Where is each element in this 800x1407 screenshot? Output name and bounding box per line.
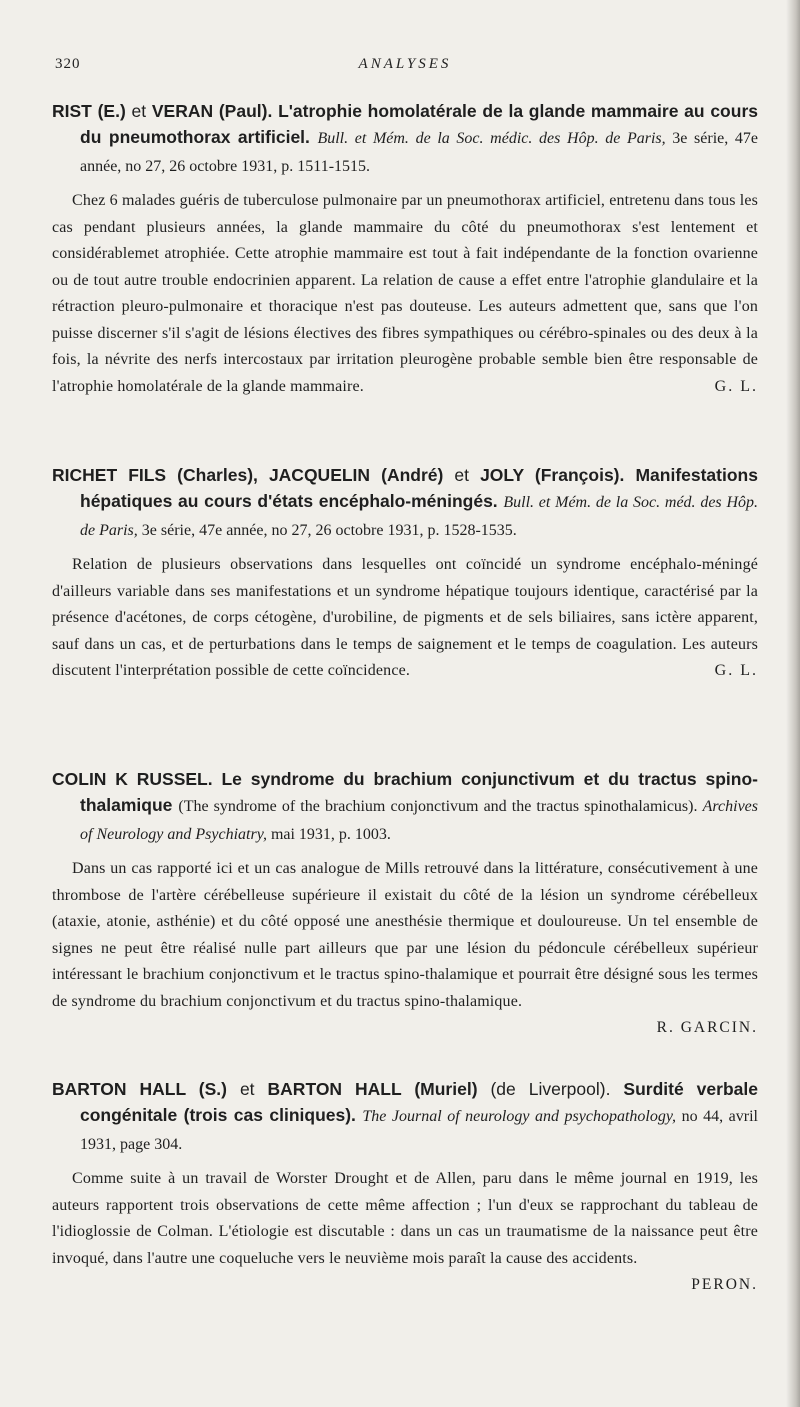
page-number: 320 (55, 56, 81, 72)
citation-details: 3e série, 47e année, no 27, 26 octobre 1931, p. 1511-1515. (80, 130, 759, 175)
journal-name: Bull. et Mém. de la Soc. médic. des Hôp. de Paris, (317, 130, 666, 147)
abstract-text: Dans un cas rapporté ici et un cas analogue de Mills retrouvé dans la littérature, consécutivement à une thrombose de l'artère cérébelleuse supérieure il existait du côté de la lésion un syndrome cérébelleux (ataxie, atonie, asthénie) et du côté opposé une anesthésie thermique et douloureuse. Un tel ensemble de signes ne peut être réalisé nulle part ailleurs que par une lésion du pédoncule cérébelleux supérieur intéressant le brachium conjonctivum et le tractus spino-thalamique et pourrait être désigné sous les termes de syndrome du brachium conjonctivum et du tractus spino-thalamique. (52, 860, 758, 1010)
entry-heading (52, 462, 758, 544)
page-edge-shadow (786, 0, 800, 1407)
abstract-text: Relation de plusieurs observations dans lesquelles ont coïncidé un syndrome encéphalo-méningé d'ailleurs variable dans ses manifestations et un syndrome hépatique toujours identique, caractérisé par la présence d'acétones, de corps cétogène, d'urobiline, de pigments et de sels biliaires, sans ictère apparent, sauf dans un cas, et de perturbations dans le temps de saignement et le temps de coagulation. Les auteurs discutent l'interprétation possible de cette coïncidence. G. L. (52, 552, 758, 685)
reviewer-signature: PERON. (691, 1276, 758, 1293)
journal-name: Archives of Neurology and Psychiatry, (80, 798, 758, 843)
abstract-text: Chez 6 malades guéris de tuberculose pulmonaire par un pneumothorax artificiel, entretenu dans tous les cas pendant plusieurs années, la glande mammaire du côté du pneumothorax s'est lentement et considérablemet atrophiée. Cette atrophie mammaire est tout à fait indépendante de la fonction ovarienne ou de tout autre trouble endocrinien apparent. La relation de cause a effet entre l'atrophie glandulaire et la rétraction pleuro-pulmonaire et thoracique n'est pas douteuse. Les auteurs admettent que, sans que l'on puisse discerner s'il s'agit de lésions électives des fibres sympathiques ou cérébro-spinales ou des deux à la fois, la névrite des nerfs intercostaux par irritation pleurogène probable semble bien être responsable de l'atrophie homolatérale de la glande mammaire. G. L. (52, 188, 758, 400)
abstract-text: Comme suite à un travail de Worster Drought et de Allen, paru dans le même journal en 1919, les auteurs rapportent trois observations de cette même affection ; l'un d'eux se rapprochant du tableau de l'idioglossie de Colman. L'étiologie est discutable : dans un cas un traumatisme de la naissance peut être invoqué, dans l'autre une coqueluche vers le neuvième mois paraît la cause des accidents. (52, 1170, 758, 1267)
article-title: Le syndrome du brachium conjunctivum et du tractus spino-thalamique (80, 769, 758, 815)
entry-heading (52, 98, 758, 180)
entry-richet-jacquelin-joly (52, 462, 758, 685)
entry-heading (52, 766, 758, 848)
authors-second: BARTON HALL (Muriel) (267, 1079, 478, 1099)
citation-details: mai 1931, p. 1003. (270, 826, 391, 843)
article-title: L'atrophie homolatérale de la glande mammaire au cours du pneumothorax artificiel. (80, 101, 758, 147)
reviewer-signature: R. GARCIN. (656, 1019, 758, 1036)
journal-name: Bull. et Mém. de la Soc. méd. des Hôp. de Paris, (80, 494, 758, 539)
entry-colin-k-russel (52, 766, 758, 1041)
reviewer-signature: G. L. (714, 662, 758, 679)
running-head (55, 56, 755, 80)
authors-first: BARTON HALL (S.) (52, 1079, 227, 1099)
authors-connector: et (454, 465, 470, 485)
article-title: Manifestations hépatiques au cours d'états encéphalo-méningés. (80, 465, 758, 511)
authors-connector: et (131, 101, 147, 121)
citation-details: 3e série, 47e année, no 27, 26 octobre 1931, p. 1528-1535. (141, 522, 517, 539)
reviewer-signature: G. L. (714, 377, 758, 395)
journal-name: The Journal of neurology and psychopathology, (362, 1108, 677, 1125)
entry-barton-hall (52, 1076, 758, 1298)
citation-details: no 44, avril 1931, page 304. (80, 1108, 758, 1153)
authors-first: RICHET FILS (Charles), JACQUELIN (André) (52, 465, 444, 485)
authors-second: JOLY (François). (480, 465, 625, 485)
authors-connector: et (239, 1079, 255, 1099)
authors-first: COLIN K RUSSEL. (52, 769, 213, 789)
article-title: Surdité verbale congénitale (trois cas cliniques). (80, 1079, 758, 1125)
entry-rist-veran (52, 98, 758, 400)
entry-heading (52, 1076, 758, 1158)
authors-second: VERAN (Paul). (151, 101, 273, 121)
running-title: ANALYSES (358, 56, 452, 72)
english-title: (The syndrome of the brachium conjonctivum and the tractus spinothalamicus). (178, 798, 698, 815)
author-affiliation: (de Liverpool). (490, 1079, 611, 1099)
authors-first: RIST (E.) (52, 101, 126, 121)
